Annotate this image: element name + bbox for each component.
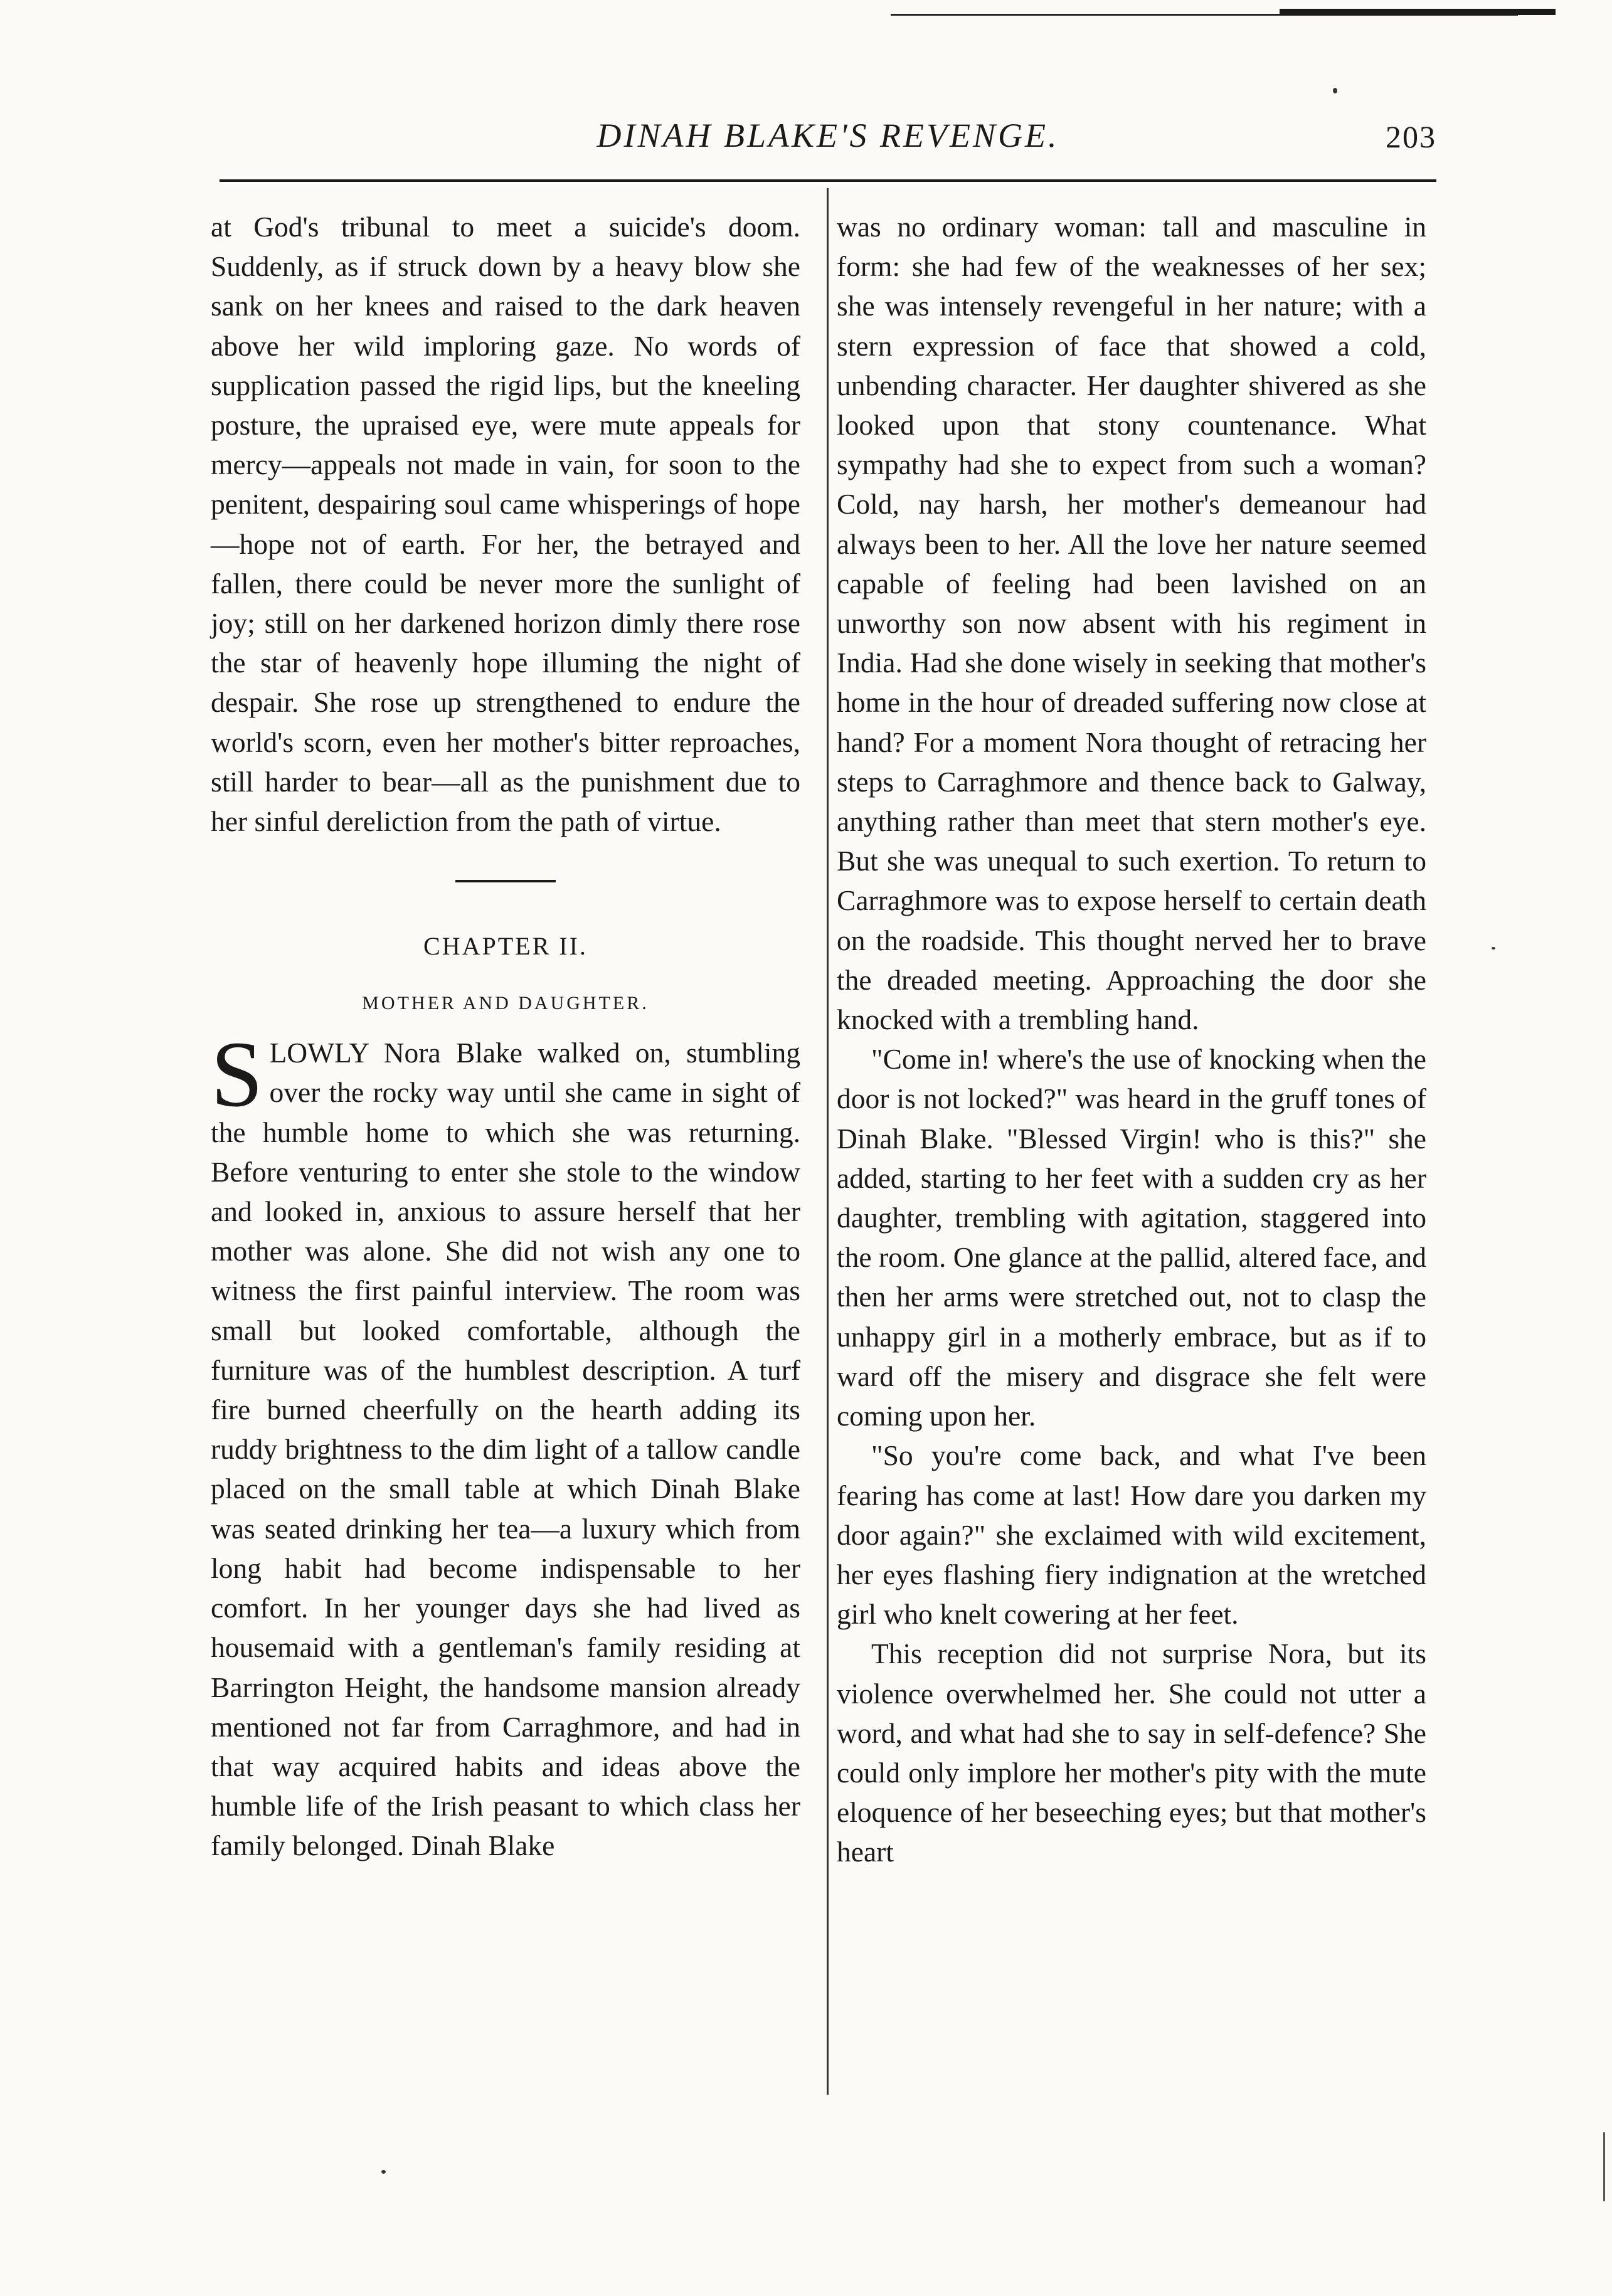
- print-speck: [1333, 88, 1337, 93]
- chapter-title: CHAPTER II.: [423, 932, 588, 961]
- header-rule: [220, 179, 1436, 182]
- paragraph: was no ordinary woman: tall and masculine in form: she had few of the weaknesses of her sex; she was intensely revengeful in her nature; with a stern expression of face that showed a cold, unbending character. Her daughter shivered as she looked upon that stony countenance. What sympathy had she to expect from such a woman? Cold, nay harsh, her mother's demeanour had always been to her. All the love her nature seemed capable of feeling had been lavished on an unworthy son now absent with his regiment in India. Had she done wisely in seeking that mother's home in the hour of dreaded suffering now close at hand? For a moment Nora thought of retracing her steps to Carraghmore and thence back to Galway, anything rather than meet that stern mother's eye. But she was unequal to such exertion. To return to Carraghmore was to expose herself to certain death on the roadside. This thought nerved her to brave the dreaded meeting. Approaching the door she knocked with a trembling hand.: [837, 211, 1426, 1036]
- dropcap-letter: S: [211, 1022, 263, 1127]
- right-column: [837, 207, 1426, 1872]
- paragraph: "So you're come back, and what I've been fearing has come at last! How dare you darken my door again?" she exclaimed with wild excitement, her eyes flashing fiery indignation at the wretched girl who knelt cowering at her feet.: [837, 1439, 1426, 1631]
- print-speck: [381, 2170, 386, 2174]
- chapter-subtitle: MOTHER AND DAUGHTER.: [362, 993, 649, 1014]
- paragraph-with-dropcap: [211, 1022, 800, 1865]
- paragraph: This reception did not surprise Nora, but its violence overwhelmed her. She could not utter a word, and what had she to say in self-defence? She could only implore her mother's pity with the mute eloquence of her beseeching eyes; but that mother's heart: [837, 1637, 1426, 1868]
- print-speck: [1492, 947, 1495, 950]
- top-edge-bar: [1280, 9, 1556, 15]
- column-divider: [827, 188, 829, 2095]
- paragraph: "Come in! where's the use of knocking when the door is not locked?" was heard in the gruff tones of Dinah Blake. "Blessed Virgin! who is this?" she added, starting to her feet with a sudden cry as her daughter, trembling with agitation, staggered into the room. One glance at the pallid, altered face, and then her arms were stretched out, not to clasp the unhappy girl in a motherly embrace, but as if to ward off the misery and disgrace she felt were coming upon her.: [837, 1043, 1426, 1432]
- section-rule: [455, 880, 556, 882]
- left-column: [211, 207, 800, 1866]
- page-number: 203: [1386, 119, 1436, 154]
- running-title: DINAH BLAKE'S REVENGE.: [597, 117, 1059, 154]
- paragraph-text: LOWLY Nora Blake walked on, stumbling over the rocky way until she came in sight of the humble home to which she was returning. Before venturing to enter she stole to the window and looked in, anxious to assure herself that her mother was alone. She did not wish any one to witness the first painful interview. The room was small but looked comfortable, although the furniture was of the humblest description. A turf fire burned cheerfully on the hearth adding its ruddy brightness to the dim light of a tallow candle placed on the small table at which Dinah Blake was seated drinking her tea—a luxury which from long habit had become indispensable to her comfort. In her younger days she had lived as housemaid with a gentleman's family residing at Barrington Height, the handsome mansion already mentioned not far from Carraghmore, and had in that way acquired habits and ideas above the humble life of the Irish peasant to which class her family belonged. Dinah Blake: [211, 1037, 800, 1862]
- margin-mark: [1603, 2132, 1605, 2201]
- paragraph: at God's tribunal to meet a suicide's doom. Suddenly, as if struck down by a heavy blow she sank on her knees and raised to the dark heaven above her wild imploring gaze. No words of supplication passed the rigid lips, but the kneeling posture, the upraised eye, were mute appeals for mercy—appeals not made in vain, for soon to the penitent, despairing soul came whisperings of hope—hope not of earth. For her, the betrayed and fallen, there could be never more the sunlight of joy; still on her darkened horizon dimly there rose the star of heavenly hope illuming the night of despair. She rose up strengthened to endure the world's scorn, even her mother's bitter reproaches, still harder to bear—all as the punishment due to her sinful dereliction from the path of virtue.: [211, 211, 800, 838]
- page-header: [220, 116, 1436, 172]
